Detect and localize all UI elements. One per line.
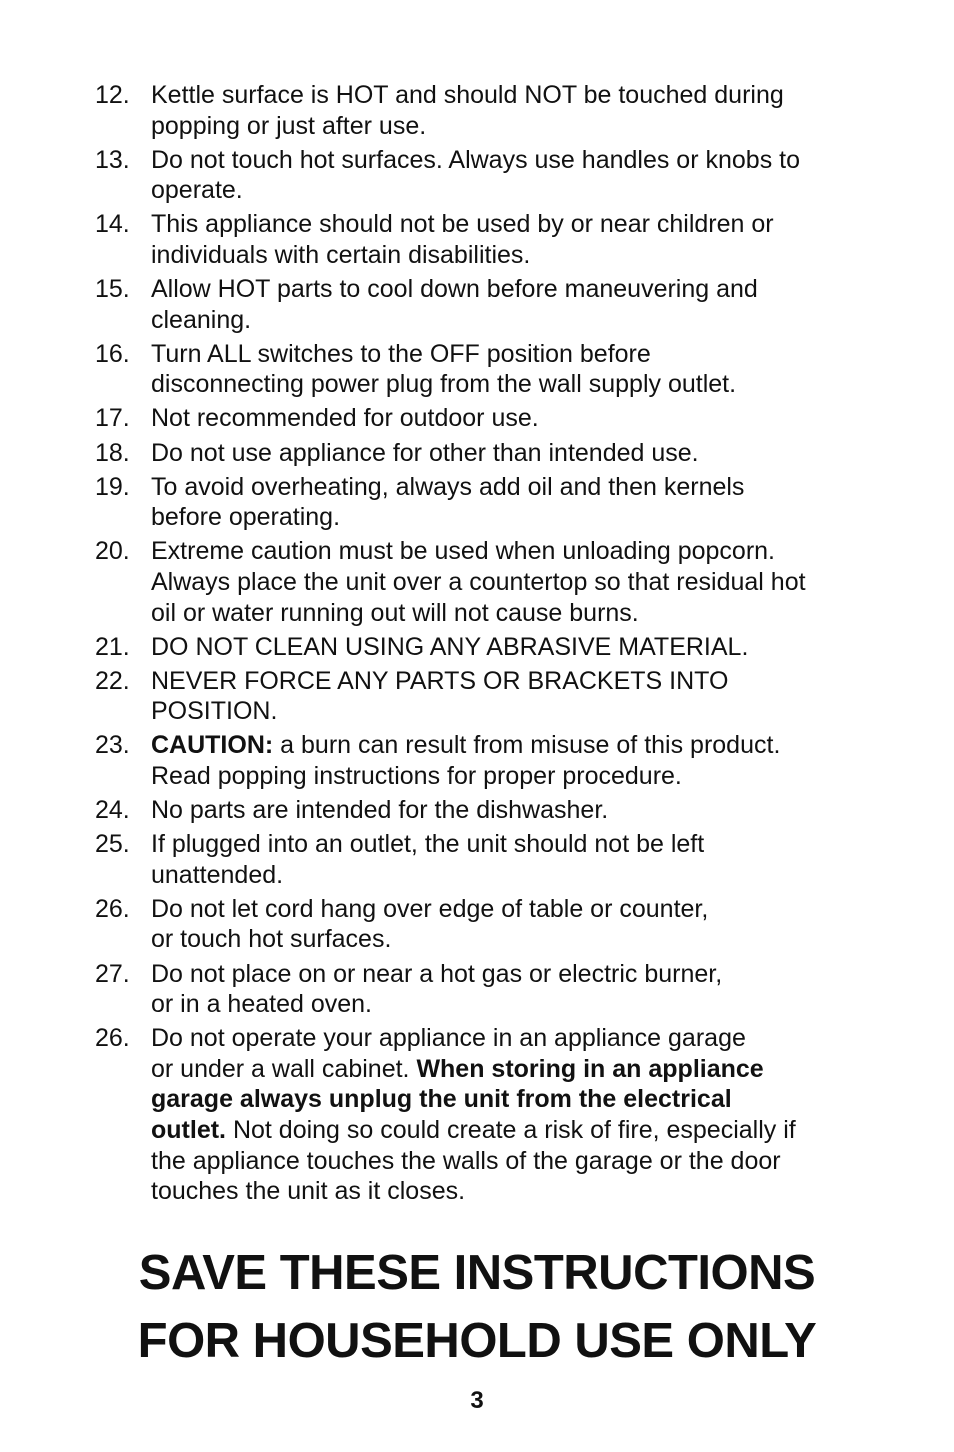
list-item	[92, 80, 872, 141]
item-number: 26.	[95, 1024, 130, 1053]
item-number: 19.	[95, 472, 130, 501]
item-text: To avoid overheating, always add oil and then kernels before operating.	[151, 472, 745, 532]
item-text: Allow HOT parts to cool down before maneuvering and cleaning.	[151, 275, 758, 334]
item-text: NEVER FORCE ANY PARTS OR BRACKETS INTO POSITION.	[151, 666, 729, 726]
item-number: 25.	[95, 830, 130, 859]
list-item	[92, 666, 872, 727]
item-text: Do not touch hot surfaces. Always use handles or knobs to operate.	[151, 145, 800, 205]
item-number: 26.	[95, 894, 130, 923]
item-text: This appliance should not be used by or near children or individuals with certain disabilities.	[151, 210, 774, 269]
garage-text-after: Not doing so could create a risk of fire, especially if the appliance touches the walls of the garage or the door touches the unit as it closes.	[151, 1116, 796, 1206]
list-item	[92, 1023, 872, 1207]
list-item	[92, 795, 872, 826]
item-text	[151, 1023, 872, 1207]
item-number: 15.	[95, 275, 130, 304]
item-number: 21.	[95, 632, 130, 661]
garage-warning-bold: When storing in an appliance garage always unplug the unit from the electrical outlet.	[151, 1054, 764, 1144]
list-item	[92, 274, 872, 335]
list-item	[92, 145, 872, 206]
caution-text: a burn can result from misuse of this product. Read popping instructions for proper procedure.	[151, 731, 781, 790]
household-use-heading: FOR HOUSEHOLD USE ONLY	[137, 1314, 817, 1368]
item-number: 17.	[95, 404, 130, 433]
item-text: Do not let cord hang over edge of table or counter, or touch hot surfaces.	[151, 894, 709, 954]
item-text: If plugged into an outlet, the unit should not be left unattended.	[151, 830, 705, 889]
item-number: 22.	[95, 666, 130, 695]
list-item	[92, 730, 872, 791]
item-number: 24.	[95, 796, 130, 825]
list-item	[92, 403, 872, 434]
item-text: DO NOT CLEAN USING ANY ABRASIVE MATERIAL.	[151, 632, 749, 661]
list-item	[92, 339, 872, 400]
list-item	[92, 959, 872, 1020]
item-text: Kettle surface is HOT and should NOT be touched during popping or just after use.	[151, 81, 784, 140]
list-item	[92, 472, 872, 533]
caution-label: CAUTION:	[151, 731, 274, 760]
garage-text-before: Do not operate your appliance in an appliance garage or under a wall cabinet.	[151, 1024, 746, 1083]
item-number: 16.	[95, 339, 130, 368]
list-item	[92, 632, 872, 663]
item-number: 27.	[95, 959, 130, 988]
item-text: Extreme caution must be used when unloading popcorn. Always place the unit over a countertop so that residual hot oil or water running out will not cause burns.	[151, 537, 806, 627]
item-text: No parts are intended for the dishwasher.	[151, 796, 609, 825]
safety-instructions-list	[92, 80, 872, 1210]
item-text: Turn ALL switches to the OFF position before disconnecting power plug from the wall supply outlet.	[151, 339, 737, 399]
item-number: 23.	[95, 731, 130, 760]
save-instructions-heading: SAVE THESE INSTRUCTIONS	[138, 1246, 816, 1300]
item-number: 12.	[95, 81, 130, 109]
item-text: Do not use appliance for other than intended use.	[151, 438, 699, 467]
page-number: 3	[470, 1387, 484, 1414]
item-number: 13.	[95, 145, 130, 174]
item-text: Not recommended for outdoor use.	[151, 404, 539, 433]
item-text	[151, 730, 872, 791]
list-item	[92, 829, 872, 890]
item-number: 20.	[95, 537, 130, 566]
item-number: 18.	[95, 438, 130, 467]
list-item	[92, 209, 872, 270]
list-item	[92, 536, 872, 628]
item-text: Do not place on or near a hot gas or electric burner, or in a heated oven.	[151, 959, 723, 1019]
item-number: 14.	[95, 210, 130, 239]
list-item	[92, 438, 872, 469]
list-item	[92, 894, 872, 955]
